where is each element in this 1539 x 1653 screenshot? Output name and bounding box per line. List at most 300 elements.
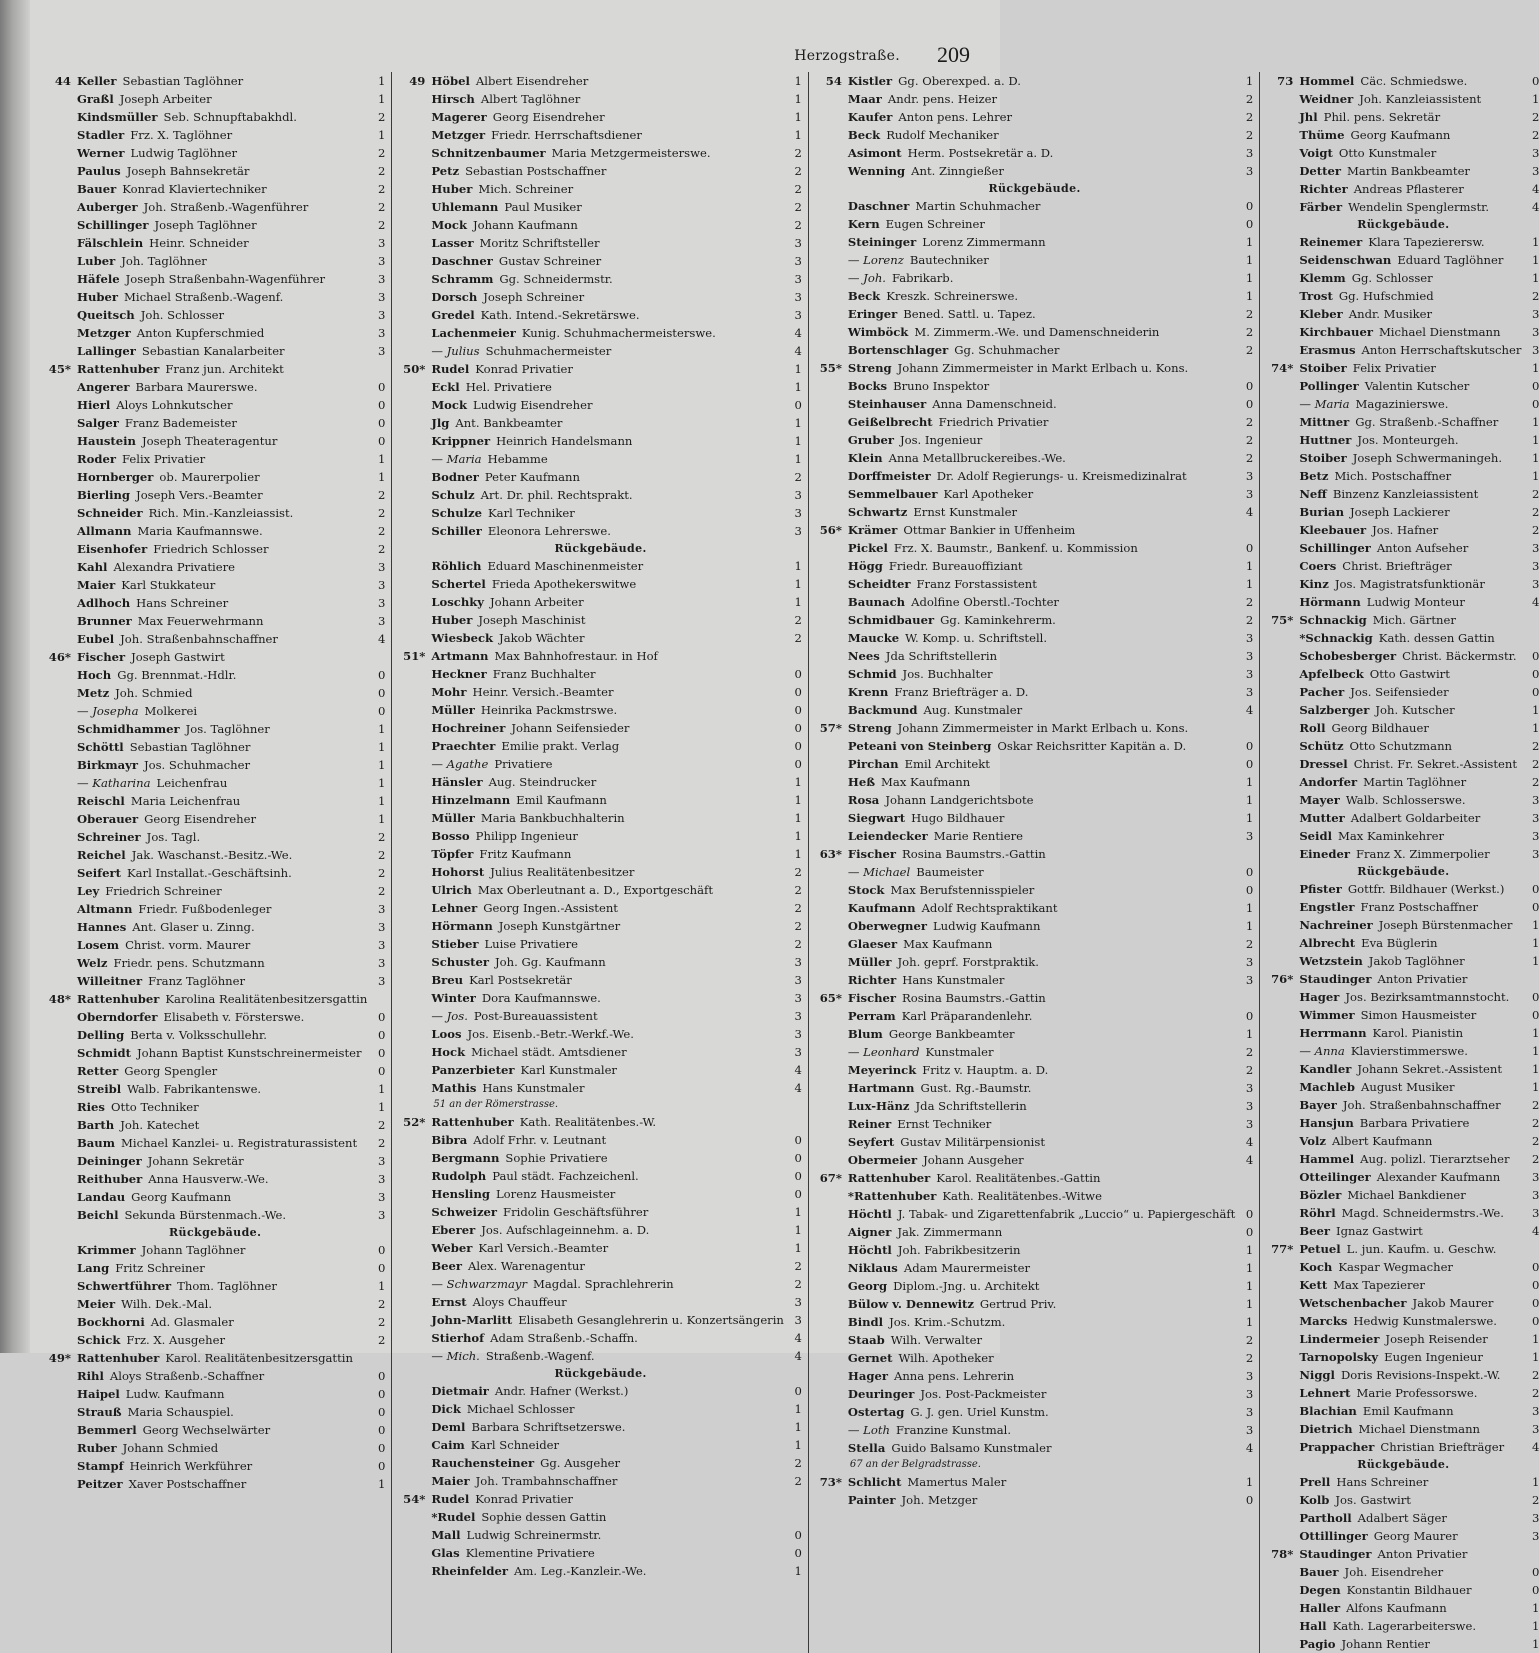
directory-entry bbox=[816, 611, 1253, 629]
resident-surname: Klemm bbox=[1299, 271, 1346, 285]
directory-columns bbox=[45, 72, 1539, 1651]
resident-surname: Bierling bbox=[77, 488, 131, 502]
resident-details: Max Kaufmann bbox=[903, 937, 993, 951]
resident-surname: Ernst bbox=[431, 1295, 467, 1309]
floor-number: 3 bbox=[1245, 1369, 1254, 1383]
directory-entry bbox=[816, 1169, 1253, 1187]
resident-details: Felix Privatier bbox=[1352, 361, 1436, 375]
floor-number: 3 bbox=[377, 290, 386, 304]
resident-surname: Schmidbauer bbox=[847, 613, 935, 627]
street-name: Herzogstraße. bbox=[794, 48, 900, 64]
directory-entry bbox=[399, 899, 802, 917]
resident-details: Emil Kaufmann bbox=[516, 793, 607, 807]
resident-details: Felix Privatier bbox=[121, 452, 206, 466]
resident-surname: Stieber bbox=[431, 937, 479, 951]
resident-surname: Barth bbox=[77, 1118, 115, 1132]
resident-details: Maria Schauspiel. bbox=[127, 1405, 234, 1419]
resident-details: Heinr. Versich.-Beamter bbox=[472, 685, 614, 699]
directory-entry bbox=[816, 1473, 1253, 1491]
directory-entry bbox=[399, 1203, 802, 1221]
directory-entry bbox=[816, 233, 1253, 251]
directory-entry bbox=[399, 126, 802, 144]
resident-surname: Voigt bbox=[1299, 146, 1333, 160]
resident-details: Hugo Bildhauer bbox=[911, 811, 1005, 825]
floor-number: 1 bbox=[794, 1223, 802, 1237]
directory-entry bbox=[45, 1206, 385, 1224]
floor-number: 2 bbox=[1245, 1333, 1254, 1347]
directory-entry bbox=[45, 504, 385, 522]
resident-details: Adalbert Säger bbox=[1357, 1511, 1447, 1525]
resident-details: Kath. Intend.-Sekretärswe. bbox=[480, 308, 640, 322]
resident-details: Maria Metzgermeisterswe. bbox=[551, 146, 711, 160]
floor-number: 2 bbox=[1245, 110, 1254, 124]
directory-entry bbox=[399, 683, 802, 701]
floor-number: 0 bbox=[1245, 739, 1254, 753]
resident-surname: Artmann bbox=[431, 649, 489, 663]
resident-details: Kath. Lagerarbeiterswe. bbox=[1332, 1619, 1477, 1633]
resident-surname: Mittner bbox=[1299, 415, 1350, 429]
directory-entry bbox=[399, 1061, 802, 1079]
floor-number: 0 bbox=[1245, 883, 1254, 897]
resident-details: Aug. Kunstmaler bbox=[923, 703, 1023, 717]
resident-details: Emil Architekt bbox=[904, 757, 990, 771]
floor-number: 3 bbox=[377, 974, 386, 988]
directory-entry bbox=[816, 791, 1253, 809]
directory-entry bbox=[816, 1259, 1253, 1277]
floor-number: 1 bbox=[1532, 954, 1539, 968]
resident-details: Johann Sekret.-Assistent bbox=[1357, 1062, 1503, 1076]
directory-entry bbox=[1267, 90, 1539, 108]
resident-details: Anna Metallbruckereibes.-We. bbox=[888, 451, 1066, 465]
resident-details: Andr. Hafner (Werkst.) bbox=[494, 1384, 629, 1398]
floor-number: 2 bbox=[1245, 325, 1254, 339]
resident-details: Jos. Ingenieur bbox=[899, 433, 983, 447]
directory-entry bbox=[816, 881, 1253, 899]
floor-number: 3 bbox=[1532, 1511, 1539, 1525]
floor-number: 1 bbox=[794, 559, 802, 573]
resident-surname: — Joh. bbox=[847, 271, 886, 285]
directory-entry bbox=[816, 449, 1253, 467]
directory-entry bbox=[1267, 1438, 1539, 1456]
directory-entry bbox=[816, 377, 1253, 395]
floor-number: 3 bbox=[1532, 1206, 1539, 1220]
directory-entry bbox=[399, 180, 802, 198]
resident-details: Karol. Realitätenbesitzersgattin bbox=[165, 1351, 353, 1365]
resident-surname: Ries bbox=[77, 1100, 105, 1114]
directory-entry bbox=[816, 144, 1253, 162]
resident-surname: Rudolph bbox=[431, 1169, 487, 1183]
resident-details: Seb. Schnupftabakhdl. bbox=[163, 110, 297, 124]
directory-entry bbox=[45, 1026, 385, 1044]
floor-number: 0 bbox=[377, 1369, 386, 1383]
resident-surname: Uhlemann bbox=[431, 200, 499, 214]
directory-entry bbox=[399, 647, 802, 665]
floor-number: 3 bbox=[1532, 1422, 1539, 1436]
floor-number: 1 bbox=[1245, 1297, 1254, 1311]
directory-entry bbox=[399, 1131, 802, 1149]
resident-surname: Beer bbox=[1299, 1224, 1330, 1238]
directory-entry bbox=[816, 162, 1253, 180]
resident-details: Moritz Schriftsteller bbox=[479, 236, 600, 250]
resident-surname: Ottillinger bbox=[1299, 1529, 1368, 1543]
directory-entry bbox=[45, 1044, 385, 1062]
directory-entry bbox=[1267, 1635, 1539, 1653]
directory-entry bbox=[45, 414, 385, 432]
directory-entry bbox=[399, 791, 802, 809]
resident-surname: Hansjun bbox=[1299, 1116, 1354, 1130]
directory-entry bbox=[1267, 180, 1539, 198]
house-number: 74* bbox=[1271, 361, 1294, 375]
resident-details: Georg Kaufmann bbox=[1350, 128, 1451, 142]
resident-details: Jakob Maurer bbox=[1412, 1296, 1494, 1310]
directory-entry bbox=[1267, 377, 1539, 395]
resident-details: Bruno Inspektor bbox=[893, 379, 990, 393]
resident-details: Joh. Katechet bbox=[120, 1118, 200, 1132]
floor-number: 1 bbox=[377, 776, 386, 790]
floor-number: 3 bbox=[794, 1045, 802, 1059]
directory-entry bbox=[816, 1491, 1253, 1509]
directory-entry bbox=[816, 665, 1253, 683]
resident-details: Marie Rentiere bbox=[933, 829, 1023, 843]
resident-surname: Heß bbox=[847, 775, 876, 789]
floor-number: 3 bbox=[1532, 1188, 1539, 1202]
resident-details: Jos. Buchhalter bbox=[902, 667, 993, 681]
resident-details: Christ. Bäckermstr. bbox=[1402, 649, 1517, 663]
floor-number: 1 bbox=[794, 775, 802, 789]
resident-details: Kunstmaler bbox=[925, 1045, 994, 1059]
resident-surname: Geißelbrecht bbox=[847, 415, 933, 429]
directory-entry bbox=[45, 720, 385, 738]
directory-entry bbox=[816, 989, 1253, 1007]
floor-number: 0 bbox=[1245, 1225, 1254, 1239]
resident-details: Valentin Kutscher bbox=[1364, 379, 1470, 393]
resident-details: Emil Kaufmann bbox=[1362, 1404, 1454, 1418]
house-number: 67* bbox=[819, 1171, 842, 1185]
resident-details: Georg Bildhauer bbox=[1331, 721, 1429, 735]
resident-surname: Loschky bbox=[431, 595, 485, 609]
directory-entry bbox=[399, 989, 802, 1007]
floor-number: 1 bbox=[1245, 811, 1254, 825]
resident-surname: Scheidter bbox=[847, 577, 911, 591]
floor-number: 3 bbox=[1532, 847, 1539, 861]
house-number: 45* bbox=[48, 362, 71, 376]
directory-entry bbox=[816, 1043, 1253, 1061]
resident-details: Schuhmachermeister bbox=[485, 344, 612, 358]
directory-entry bbox=[816, 1313, 1253, 1331]
resident-details: Michael Dienstmann bbox=[1378, 325, 1501, 339]
resident-details: Franz Briefträger a. D. bbox=[894, 685, 1029, 699]
directory-entry bbox=[399, 881, 802, 899]
resident-details: Joh. Kanzleiassistent bbox=[1359, 92, 1482, 106]
floor-number: 2 bbox=[377, 1333, 386, 1347]
resident-surname: Wetzstein bbox=[1299, 954, 1363, 968]
resident-details: Max Berufstennisspieler bbox=[890, 883, 1035, 897]
floor-number: 2 bbox=[794, 146, 802, 160]
resident-details: Privatiere bbox=[494, 757, 553, 771]
floor-number: 1 bbox=[1532, 92, 1539, 106]
directory-entry bbox=[1267, 144, 1539, 162]
resident-details: Anna Hausverw.-We. bbox=[148, 1172, 269, 1186]
resident-surname: Krämer bbox=[847, 523, 898, 537]
directory-entry bbox=[1267, 719, 1539, 737]
directory-entry bbox=[45, 72, 385, 90]
floor-number: 1 bbox=[794, 1564, 802, 1578]
floor-number: 2 bbox=[1532, 1098, 1539, 1112]
floor-number: 0 bbox=[1532, 649, 1539, 663]
resident-surname: John-Marlitt bbox=[431, 1313, 513, 1327]
resident-surname: Schmidt bbox=[77, 1046, 131, 1060]
resident-details: Andr. pens. Heizer bbox=[887, 92, 998, 106]
resident-details: Alexander Kaufmann bbox=[1376, 1170, 1501, 1184]
floor-number: 3 bbox=[1245, 487, 1254, 501]
directory-entry bbox=[1267, 305, 1539, 323]
floor-number: 1 bbox=[377, 740, 386, 754]
resident-surname: Steininger bbox=[847, 235, 917, 249]
resident-surname: Bemmerl bbox=[77, 1423, 137, 1437]
resident-surname: Willeitner bbox=[77, 974, 143, 988]
floor-number: 3 bbox=[1532, 577, 1539, 591]
floor-number: 4 bbox=[794, 1081, 802, 1095]
resident-details: Anton pens. Lehrer bbox=[898, 110, 1013, 124]
resident-surname: Mock bbox=[431, 218, 468, 232]
resident-surname: Werner bbox=[77, 146, 125, 160]
floor-number: 1 bbox=[794, 74, 802, 88]
resident-details: Gg. Kaminkehrerm. bbox=[940, 613, 1056, 627]
floor-number: 3 bbox=[377, 596, 386, 610]
floor-number: 2 bbox=[1532, 1134, 1539, 1148]
resident-details: Hebamme bbox=[487, 452, 548, 466]
directory-entry bbox=[816, 647, 1253, 665]
resident-surname: Hörmann bbox=[431, 919, 493, 933]
resident-details: Sophie dessen Gattin bbox=[481, 1510, 607, 1524]
resident-surname: Streibl bbox=[77, 1082, 122, 1096]
resident-details: Binzenz Kanzleiassistent bbox=[1332, 487, 1479, 501]
resident-details: Maria Bankbuchhalterin bbox=[480, 811, 625, 825]
floor-number: 1 bbox=[794, 793, 802, 807]
floor-number: 3 bbox=[377, 578, 386, 592]
floor-number: 0 bbox=[1532, 1565, 1539, 1579]
floor-number: 0 bbox=[377, 1243, 386, 1257]
resident-surname: Detter bbox=[1299, 164, 1341, 178]
resident-surname: Lallinger bbox=[77, 344, 136, 358]
floor-number: 2 bbox=[1532, 128, 1539, 142]
resident-surname: Kolb bbox=[1299, 1493, 1330, 1507]
resident-details: Johann Seifensieder bbox=[511, 721, 630, 735]
section-heading: Rückgebäude. bbox=[1357, 218, 1450, 231]
directory-entry bbox=[1267, 413, 1539, 431]
resident-surname: Peteani von Steinberg bbox=[847, 739, 992, 753]
resident-surname: Hager bbox=[847, 1369, 888, 1383]
floor-number: 1 bbox=[1532, 433, 1539, 447]
resident-details: Diplom.-Jng. u. Architekt bbox=[893, 1279, 1040, 1293]
floor-number: 2 bbox=[794, 1277, 802, 1291]
directory-entry bbox=[1267, 126, 1539, 144]
directory-entry bbox=[816, 629, 1253, 647]
resident-details: Georg Wechselwärter bbox=[142, 1423, 271, 1437]
resident-details: Eugen Ingenieur bbox=[1384, 1350, 1483, 1364]
directory-entry bbox=[399, 234, 802, 252]
resident-surname: Schick bbox=[77, 1333, 121, 1347]
resident-surname: Herrmann bbox=[1299, 1026, 1367, 1040]
directory-entry bbox=[816, 845, 1253, 863]
resident-surname: Fischer bbox=[847, 991, 897, 1005]
floor-number: 4 bbox=[1532, 182, 1539, 196]
resident-surname: Pirchan bbox=[847, 757, 899, 771]
directory-entry bbox=[816, 863, 1253, 881]
directory-entry bbox=[399, 953, 802, 971]
resident-details: Joseph Taglöhner bbox=[154, 218, 257, 232]
resident-surname: Nachreiner bbox=[1299, 918, 1373, 932]
directory-entry bbox=[399, 522, 802, 540]
resident-surname: Delling bbox=[77, 1028, 125, 1042]
resident-details: Ant. Zinngießer bbox=[911, 164, 1004, 178]
floor-number: 2 bbox=[1245, 92, 1254, 106]
street-note: 51 an der Römerstrasse. bbox=[433, 1099, 559, 1110]
resident-details: Ludwig Kaufmann bbox=[932, 919, 1041, 933]
resident-details: Adam Maurermeister bbox=[903, 1261, 1030, 1275]
directory-entry bbox=[45, 1475, 385, 1493]
resident-details: Joseph Bürstenmacher bbox=[1378, 918, 1513, 932]
floor-number: 0 bbox=[1532, 397, 1539, 411]
resident-surname: Erasmus bbox=[1299, 343, 1356, 357]
floor-number: 2 bbox=[377, 1297, 386, 1311]
floor-number: 3 bbox=[1245, 955, 1254, 969]
directory-entry bbox=[816, 1133, 1253, 1151]
resident-details: Xaver Postschaffner bbox=[128, 1477, 247, 1491]
resident-surname: Volz bbox=[1299, 1134, 1326, 1148]
resident-surname: Salger bbox=[77, 416, 119, 430]
floor-number: 0 bbox=[1532, 1314, 1539, 1328]
directory-entry bbox=[45, 1062, 385, 1080]
resident-surname: Wenning bbox=[847, 164, 906, 178]
directory-entry bbox=[399, 1329, 802, 1347]
resident-surname: Keller bbox=[77, 74, 117, 88]
floor-number: 3 bbox=[377, 272, 386, 286]
resident-details: Magd. Schneidermstrs.-We. bbox=[1341, 1206, 1504, 1220]
column-3 bbox=[816, 72, 1253, 1653]
floor-number: 1 bbox=[794, 1402, 802, 1416]
resident-details: Joh. Metzger bbox=[901, 1493, 978, 1507]
house-number: 63* bbox=[819, 847, 842, 861]
floor-number: 0 bbox=[377, 434, 386, 448]
resident-details: Jda Schriftstellerin bbox=[915, 1099, 1027, 1113]
floor-number: 1 bbox=[1245, 235, 1254, 249]
floor-number: 3 bbox=[1245, 1387, 1254, 1401]
floor-number: 0 bbox=[1532, 882, 1539, 896]
resident-details: Joh. Straßenbahnschaffner bbox=[120, 632, 278, 646]
floor-number: 2 bbox=[1245, 307, 1254, 321]
directory-entry bbox=[816, 126, 1253, 144]
floor-number: 4 bbox=[1245, 505, 1254, 519]
resident-surname: Schneider bbox=[77, 506, 143, 520]
directory-entry bbox=[1267, 593, 1539, 611]
directory-entry bbox=[1267, 1042, 1539, 1060]
resident-details: Oskar Reichsritter Kapitän a. D. bbox=[997, 739, 1187, 753]
resident-details: Ludwig Eisendreher bbox=[473, 398, 593, 412]
floor-number: 2 bbox=[794, 883, 802, 897]
resident-details: Baumeister bbox=[916, 865, 984, 879]
floor-number: 1 bbox=[1245, 289, 1254, 303]
resident-surname: Hörmann bbox=[1299, 595, 1361, 609]
resident-surname: Coers bbox=[1299, 559, 1337, 573]
directory-entry bbox=[816, 1115, 1253, 1133]
floor-number: 4 bbox=[1245, 1441, 1254, 1455]
resident-details: Jakob Wächter bbox=[499, 631, 585, 645]
resident-details: Kreszk. Schreinerswe. bbox=[886, 289, 1019, 303]
resident-details: Martin Bankbeamter bbox=[1346, 164, 1470, 178]
resident-details: Max Oberleutnant a. D., Exportgeschäft bbox=[477, 883, 713, 897]
resident-details: Karolina Realitätenbesitzersgattin bbox=[165, 992, 368, 1006]
resident-surname: Mock bbox=[431, 398, 468, 412]
floor-number: 3 bbox=[794, 1313, 802, 1327]
resident-details: Friedr. Fußbodenleger bbox=[138, 902, 272, 916]
directory-entry bbox=[1267, 827, 1539, 845]
resident-surname: Otteilinger bbox=[1299, 1170, 1371, 1184]
resident-details: Joseph Schwermaningeh. bbox=[1352, 451, 1503, 465]
resident-details: Joseph Theateragentur bbox=[142, 434, 278, 448]
floor-number: 1 bbox=[377, 74, 386, 88]
resident-details: Johann Ausgeher bbox=[923, 1153, 1024, 1167]
resident-details: Gg. Schlosser bbox=[1351, 271, 1433, 285]
resident-surname: Reinemer bbox=[1299, 235, 1363, 249]
directory-entry bbox=[816, 1421, 1253, 1439]
floor-number: 2 bbox=[377, 1315, 386, 1329]
directory-entry bbox=[45, 1152, 385, 1170]
floor-number: 3 bbox=[1245, 1405, 1254, 1419]
floor-number: 3 bbox=[1532, 559, 1539, 573]
floor-number: 0 bbox=[1245, 1493, 1254, 1507]
directory-entry bbox=[816, 809, 1253, 827]
resident-details: Ludwig Monteur bbox=[1366, 595, 1465, 609]
resident-details: Ernst Techniker bbox=[897, 1117, 992, 1131]
directory-entry bbox=[1267, 1491, 1539, 1509]
directory-entry bbox=[45, 1134, 385, 1152]
resident-details: Klara Tapezierersw. bbox=[1368, 235, 1485, 249]
floor-number: 3 bbox=[1245, 685, 1254, 699]
resident-surname: Seidenschwan bbox=[1299, 253, 1392, 267]
floor-number: 2 bbox=[1532, 739, 1539, 753]
floor-number: 0 bbox=[1532, 1008, 1539, 1022]
resident-surname: Seifert bbox=[77, 866, 121, 880]
resident-details: Otto Kunstmaler bbox=[1338, 146, 1437, 160]
directory-entry bbox=[399, 450, 802, 468]
directory-entry bbox=[1267, 341, 1539, 359]
floor-number: 3 bbox=[1532, 1404, 1539, 1418]
floor-number: 2 bbox=[1532, 110, 1539, 124]
section-heading: Rückgebäude. bbox=[554, 1367, 647, 1380]
column-2 bbox=[399, 72, 802, 1653]
directory-entry bbox=[45, 162, 385, 180]
resident-surname: Hoch bbox=[77, 668, 112, 682]
directory-entry bbox=[45, 1259, 385, 1277]
resident-surname: Landau bbox=[77, 1190, 126, 1204]
directory-entry bbox=[45, 450, 385, 468]
resident-details: Julius Realitätenbesitzer bbox=[490, 865, 635, 879]
floor-number: 1 bbox=[377, 92, 386, 106]
floor-number: 3 bbox=[794, 991, 802, 1005]
directory-entry bbox=[816, 1331, 1253, 1349]
floor-number: 1 bbox=[377, 758, 386, 772]
resident-surname: Haustein bbox=[77, 434, 136, 448]
directory-entry bbox=[816, 1367, 1253, 1385]
resident-details: Kunig. Schuhmachermeisterswe. bbox=[521, 326, 716, 340]
floor-number: 1 bbox=[794, 92, 802, 106]
directory-entry bbox=[45, 558, 385, 576]
resident-details: Michael städt. Amtsdiener bbox=[471, 1045, 627, 1059]
resident-details: Ludwig Taglöhner bbox=[130, 146, 238, 160]
resident-details: Johann Baptist Kunstschreinermeister bbox=[137, 1046, 362, 1060]
directory-entry bbox=[1267, 575, 1539, 593]
